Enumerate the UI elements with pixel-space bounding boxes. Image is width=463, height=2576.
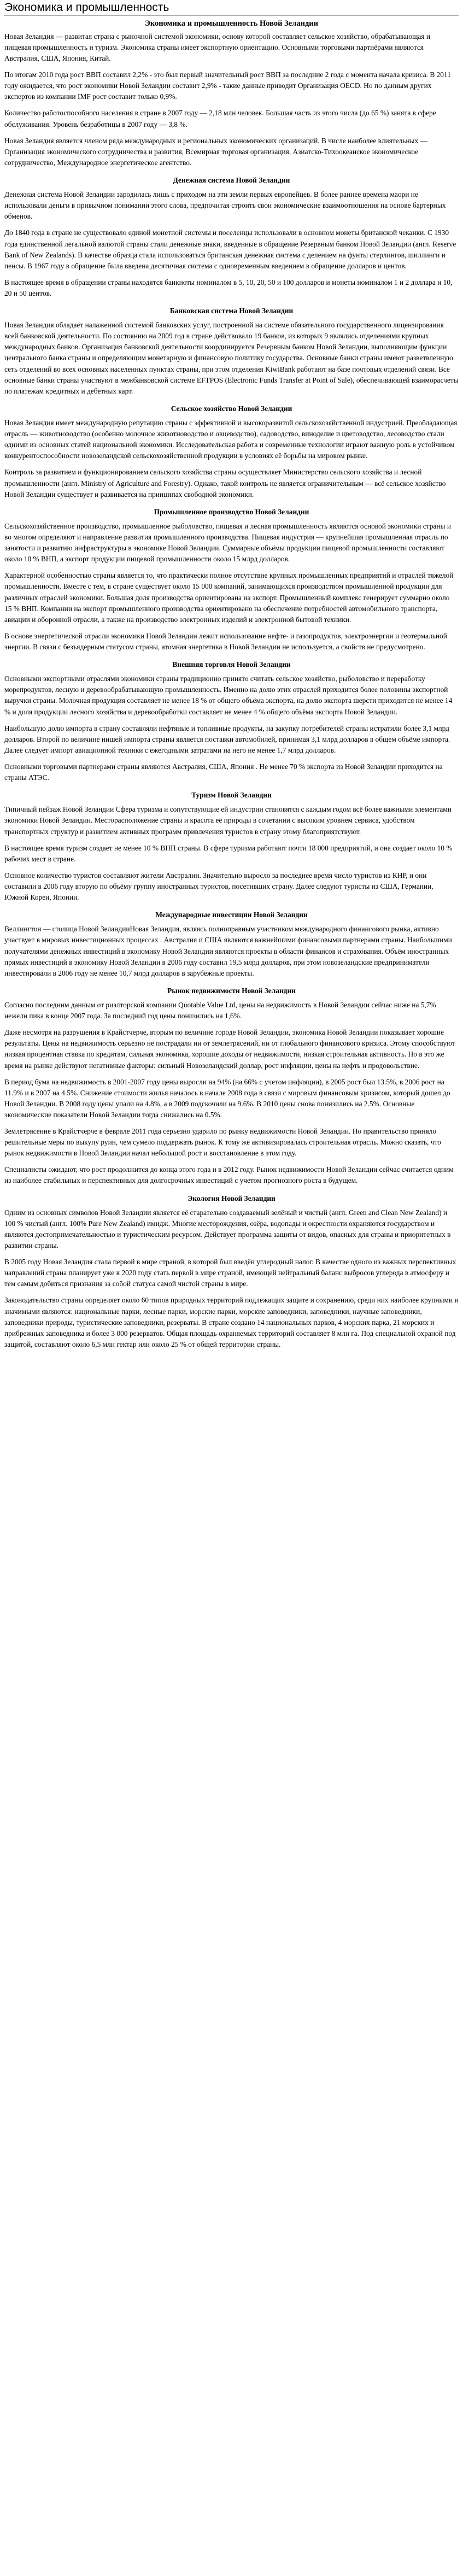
- section-paragraph: Основное количество туристов составляют жители Австралии. Значительно выросло за последнее время число туристов из КНР, и они составили в 2006 году вторую по объёму группу иностранных туристов, посетивших страну. Далее следуют туристы из США, Германии, Южной Кореи, Японии.: [4, 871, 433, 902]
- section-paragraph: Сельскохозяйственное производство, промышленное рыболовство, пищевая и лесная промышленность являются основой экономики страны и во многом определяют и направление развития промышленного производства. Пищевая индустрия — крупнейшая промышленная отрасль по занятости и развитию инфраструктуры в экономике Новой Зеландии. Суммарные объёмы продукции пищевой промышленности составляют около 10 % ВНП, а экспорт продукции пищевой промышленности около 15 млрд долларов.: [4, 521, 452, 564]
- section-paragraph: Характерной особенностью страны является то, что практически полное отсутствие крупных промышленных предприятий и отраслей тяжелой промышленности. Вместе с тем, в стране существует около 15 000 компаний, занимающихся производством промышленной продукции для различных отраслей экономики. Большая доля производства ориентирована на экспорт. Промышленный комплекс генерирует суммарно около 15 % ВНП. Компании на экспорт промышленного производства ориентировано на обеспечение потребностей автомобильного транспорта, авиации и оборонной отрасли, а также на производство электронных изделий и электронной бытовой техники.: [4, 571, 454, 624]
- section-paragraph: Наибольшую долю импорта в страну составляли нефтяные и топливные продукты, на закупку потребителей страны истратили более 3,1 млрд долларов. Второй по величине нишей импорта страны является поставки автомобилей, принимая 3,1 млрд долларов в общем объёме импорта. Далее следует импорт авиационной техники с ежегодными затратами на него не менее 1,7 млрд долларов.: [4, 724, 450, 754]
- section-heading: Туризм Новой Зеландии: [191, 791, 272, 800]
- section-paragraph: В 2005 году Новая Зеландия стала первой в мире страной, в которой был введён углеродный налог. В качестве одного из важных перспективных направлений страна планирует уже к 2020 году стать первой в мире страной, имеющей нейтральный баланс выбросов углерода в атмосферу и тем самым добиться признания за собой статуса самой чистой страны в мире.: [4, 1258, 456, 1288]
- section-paragraph: Количество работоспособного населения в стране в 2007 году — 2,18 млн человек. Большая часть из этого числа (до 65 %) занята в сфере обслуживания. Уровень безработицы в 2007 году — 3,8 %.: [4, 109, 436, 128]
- section-paragraph: В период бума на недвижимость в 2001-2007 году цены выросли на 94% (на 66% с учетом инфляции), в 2005 рост был 13.5%, в 2006 рост на 11.9% и в 2007 на 4.5%. Снижение стоимости жилья началось в начале 2008 года в связи с мировым финансовым кризисом, который дошел до Новой Зеландии. В 2008 году цены упали на 4.8%, а в 2009 подскочили на 9.6%. В 2010 цены снова понизились на 2.5%. Основные экономические показатели Новой Зеландии тогда снижались на 0.5%.: [4, 1077, 450, 1119]
- section-paragraph: Веллингтон — столица Новой ЗеландииНовая Зеландия, являясь полноправным участником международного финансового рынка, активно участвует в мировых инвестиционных процессах . Австралия и США являются важнейшими финансовыми партнерами страны. Наибольшими получателями денежных инвестиций в экономику Новой Зеландии являются проекты в области финансов и страхования. Объём иностранных прямых инвестиций в экономику Новой Зеландии в 2006 году составил 19,5 млрд долларов, при этом новозеландские предприниматели инвестировали в 2006 году не менее 10,7 млрд долларов в зарубежные проекты.: [4, 925, 452, 977]
- section-paragraph: Новая Зеландия имеет международную репутацию страны с эффективной и высокоразвитой сельскохозяйственной индустрией. Преобладающая отрасль — животноводство (особенно молочное животноводство и овцеводство), садоводство, виноделие и цветоводство, лесоводство стали одними из основных статей национальной экономики. Исследовательская работа и современные технологии играют важную роль в устойчивом конкурентоспособности новозеландской сельскохозяйственной продукции в условиях её борьбы на мировом рынке.: [4, 419, 458, 460]
- section-heading: Денежная система Новой Зеландии: [173, 175, 290, 184]
- section-paragraph: Даже несмотря на разрушения в Крайстчерче, вторым по величине городе Новой Зеландии, экономика Новой Зеландии показывает хорошие результаты. Цены на недвижимость серьезно не пострадали ни от землетрясений, ни от глобального финансового кризиса. Этому способствуют низкая процентная ставка по кредитам, сильная экономика, хорошие доходы от недвижимости, низкая строительная активность. Но в это же время на рынке действуют негативные факторы: сильный Новозеландский доллар, рост инфляции, цены на нефть и продовольствие.: [4, 1028, 455, 1070]
- section-paragraph: Новая Зеландия является членом ряда международных и региональных экономических организаций. В числе наиболее влиятельных — Организация экономического сотрудничества и развития, Всемирная торговая организация, Азиатско-Тихоокеанское экономическое сотрудничество, Международное энергетическое агентство.: [4, 136, 427, 167]
- section-paragraph: Законодательство страны определяет около 60 типов природных территорий подлежащих защите и сохранению, среди них наиболее крупными и значимыми являются: национальные парки, лесные парки, морские парки, морские заповедники, заповедники, научные заповедники, заповедники природы, туристические заповедники, резерваты. В стране создано 14 национальных парков, 4 морских парка, 21 морских и прибрежных заповедника и более 3 000 резерватов. Общая площадь охраняемых территорий составляет 8 млн га. Под специальной охраной под защитой, составляют около 6,5 млн гектар или около 25 % от общей территории страны.: [4, 1296, 459, 1348]
- section-paragraph: До 1840 года в стране не существовало единой монетной системы и поселенцы использовали в основном монеты британской чеканки. С 1930 года единственной легальной валютой страны стали денежные знаки, введенные в обращение Резервным банком Новой Зеландии (англ. Reserve Bank of New Zealands). В качестве образца стала использоваться британская денежная система с делением на фунты стерлингов, шиллинги и пенсы. В 1967 году в обращение была введена десятичная система с одновременным введением в обращение долларов и центов.: [4, 228, 456, 270]
- section-paragraph: Контроль за развитием и функционированием сельского хозяйства страны осуществляет Министерство сельского хозяйства и лесной промышленности (англ. Ministry of Agriculture and Forestry). Однако, такой контроль не является ограничительным — всё сельское хозяйство Новой Зеландии существует и развивается на принципах свободной экономики.: [4, 468, 446, 498]
- article-sections: [4, 31, 459, 1350]
- page: [0, 1, 463, 1361]
- section-heading: Банковская система Новой Зеландии: [169, 307, 294, 315]
- section-paragraph: Одним из основных символов Новой Зеландии является её старательно создаваемый зелёный и чистый (англ. Green and Clean New Zealand) и 100 % чистый (англ. 100% Pure New Zealand) имидж. Многие месторождения, озёра, водопады и окрестности охраняются государством и являются достопримечательностью и туристическим ресурсом. Действует программа защиты от видов, опасных для страны и приоритетных в развитии страны.: [4, 1208, 451, 1250]
- section-paragraph: Основными торговыми партнерами страны являются Австралия, США, Япония . Не менее 70 % экспорта из Новой Зеландии приходится на страны АТЭС.: [4, 762, 443, 782]
- section-paragraph: Типичный пейзаж Новой Зеландии Сфера туризма и сопутствующие ей индустрии становятся с каждым годом всё более важными элементами экономики Новой Зеландии. Месторасположение страны и красота её природы в сочетании с высоким уровнем сервиса, удобством транспортных структур и развитием активных программ привлечения туристов в страну этому благоприятствуют.: [4, 805, 452, 836]
- section-paragraph: Новая Зеландия обладает налаженной системой банковских услуг, построенной на системе обязательного государственного лицензирования всей банковской деятельности. По состоянию на 2009 год в стране действовало 19 банков, из которых 9 являлись отделениями крупных международных банков. Организация банковской деятельности координируется Резервным банком Новой Зеландии, выполняющим функции центрального банка страны и определяющим монетарную и финансовую политику государства. Основные банки страны имеют разветвленную сеть отделений во всех основных населенных пунктах страны, при этом отделения KiwiBank работают на базе почтовых отделений связи. Все основные банки страны участвуют в межбанковской системе EFTPOS (Electronic Funds Transfer at Point of Sale), обеспечивающей взаиморасчеты по платежам кредитных и дебетных карт.: [4, 321, 459, 395]
- section-paragraph: Денежная система Новой Зеландии зародилась лишь с приходом на эти земли первых европейцев. В более раннее времена маори не использовали деньги в привычном понимании этого слова, предпочитая строить свои экономические взаимоотношения на основе бартерных обменов.: [4, 190, 446, 221]
- section-heading: Сельское хозяйство Новой Зеландии: [171, 404, 292, 413]
- section-heading: Международные инвестиции Новой Зеландии: [155, 911, 308, 919]
- site-title: Экономика и промышленность: [4, 1, 459, 16]
- section-paragraph: Новая Зеландия — развитая страна с рыночной системой экономики, основу которой составляет сельское хозяйство, обрабатывающая и пищевая промышленность и туризм. Экономика страны имеет экспортную ориентацию. Основными торговыми партнёрами являются Австралия, США, Япония, Китай.: [4, 32, 431, 62]
- section-paragraph: В настоящее время в обращении страны находятся банкноты номиналом в 5, 10, 20, 50 и 100 долларов и монеты номиналом 1 и 2 доллара и 10, 20 и 50 центов.: [4, 278, 453, 297]
- article-title: Экономика и промышленность Новой Зеландии: [144, 19, 318, 28]
- section-paragraph: Специалисты ожидают, что рост продолжится до конца этого года и в 2012 году. Рынок недвижимости Новой Зеландии сейчас считается одним из наиболее стабильных и перспективных для долгосрочных инвестиций с учетом прогнозного роста в будущем.: [4, 1165, 454, 1185]
- section-heading: Экология Новой Зеландии: [187, 1194, 276, 1202]
- section-heading: Промышленное производство Новой Зеландии: [154, 507, 309, 516]
- section-heading: Рынок недвижимости Новой Зеландии: [167, 986, 296, 995]
- section-paragraph: Основными экспортными отраслями экономики страны традиционно принято считать сельское хозяйство, рыболовство и переработку морепродуктов, лесную и деревообрабатывающую промышленность. Именно на долю этих отраслей приходится более половины экспортной выручки страны. Молочная продукция составляет не менее 18 % от общего объёма экспорта, на долю экспорта шерсти приходится не менее 14 % и доля продукции лесного хозяйства и деревообработки составляет не менее 4 % общего объёма экспорта Новой Зеландии.: [4, 674, 453, 716]
- section-paragraph: В настоящее время туризм создает не менее 10 % ВНП страны. В сфере туризма работают почти 18 000 предприятий, и она создает около 10 % рабочих мест в стране.: [4, 843, 453, 863]
- section-paragraph: В основе энергетической отрасли экономики Новой Зеландии лежит использование нефте- и газопродуктов, электроэнергии и геотермальной энергии. В связи с безъядерным статусом страны, атомная энергетика в Новой Зеландии не используется, а свойств не предусмотрено.: [4, 631, 447, 651]
- section-heading: Внешняя торговля Новой Зеландии: [172, 660, 291, 669]
- section-paragraph: По итогам 2010 года рост ВВП составил 2,2% - это был первый значительный рост ВВП за последние 2 года с момента начала кризиса. В 2011 году ожидается, что рост экономики Новой Зеландии составит 2,9% - такие данные приводит Организация OECD. Но по данным других экспертов из компании IMF рост составит только 0,9%.: [4, 71, 451, 101]
- article: [4, 18, 459, 1350]
- section-paragraph: Землетрясение в Крайстчерче в феврале 2011 года серьезно ударило по рынку недвижимости Новой Зеландии. Но правительство приняло решительные меры по выкупу руин, чем сумело поддержать рынок. К тому же активизировалась строительная отрасль. Можно сказать, что рынок недвижимости в Новой Зеландии начал небольшой рост и восстановление в этом году.: [4, 1127, 441, 1158]
- section-paragraph: Согласно последним данным от риэлторской компании Quotable Value Ltd, цены на недвижимость в Новой Зеландии сейчас ниже на 5,7% нежели пика в конце 2007 года. За последний год цены понизились на 1,6%.: [4, 1000, 436, 1020]
